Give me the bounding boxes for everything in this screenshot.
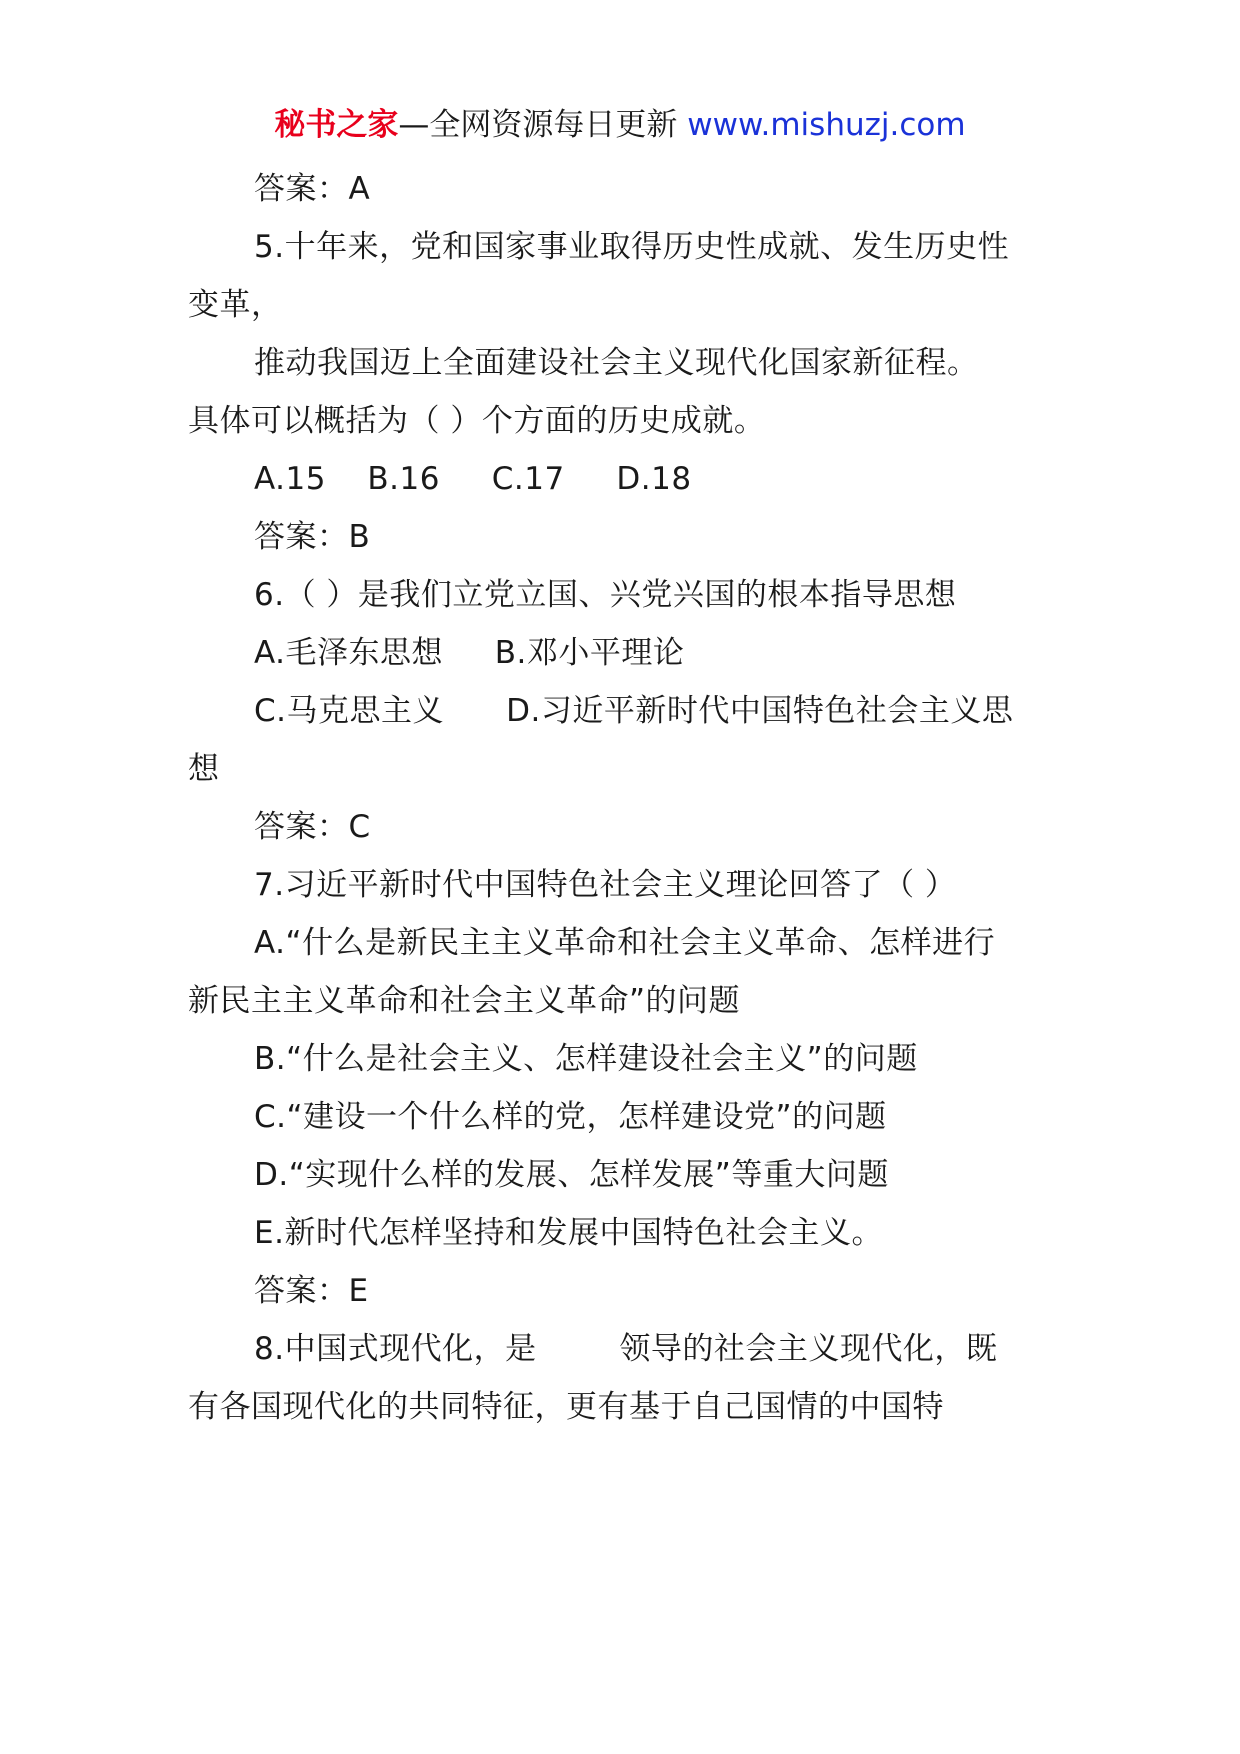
question-5-line-4: 具体可以概括为（ ）个方面的历史成就。 — [188, 403, 766, 439]
question-6-options-ab: A.毛泽东思想 B.邓小平理论 — [254, 635, 685, 671]
question-8-line-1: 8.中国式现代化，是 领导的社会主义现代化，既 — [254, 1331, 998, 1367]
question-8-line-2: 有各国现代化的共同特征，更有基于自己国情的中国特 — [188, 1389, 944, 1425]
site-header — [0, 100, 1240, 150]
question-7-option-c: C.“建设一个什么样的党，怎样建设党”的问题 — [254, 1099, 887, 1135]
answer-line: 答案：B — [254, 519, 371, 555]
question-7-option-b: B.“什么是社会主义、怎样建设社会主义”的问题 — [254, 1041, 918, 1077]
question-6-options-cd-cont: 想 — [188, 751, 220, 787]
answer-line: 答案：C — [254, 809, 371, 845]
question-5-line-3: 推动我国迈上全面建设社会主义现代化国家新征程。 — [254, 345, 979, 381]
question-5-line-1: 5.十年来，党和国家事业取得历史性成就、发生历史性 — [254, 229, 1010, 265]
question-7-option-d: D.“实现什么样的发展、怎样发展”等重大问题 — [254, 1157, 889, 1193]
site-slogan: —全网资源每日更新 — [398, 107, 688, 143]
question-5-options: A.15 B.16 C.17 D.18 — [254, 461, 692, 497]
site-brand: 秘书之家 — [274, 107, 399, 143]
question-5-line-2: 变革， — [188, 287, 283, 323]
answer-line: 答案：A — [254, 171, 371, 207]
question-7-option-a: A.“什么是新民主主义革命和社会主义革命、怎样进行 — [254, 925, 996, 961]
question-7-line-1: 7.习近平新时代中国特色社会主义理论回答了（ ） — [254, 867, 957, 903]
question-7-option-a-cont: 新民主主义革命和社会主义革命”的问题 — [188, 983, 741, 1019]
site-url-link[interactable]: www.mishuzj.com — [687, 107, 966, 143]
question-6-options-cd: C.马克思主义 D.习近平新时代中国特色社会主义思 — [254, 693, 1014, 729]
question-7-option-e: E.新时代怎样坚持和发展中国特色社会主义。 — [254, 1215, 883, 1251]
question-6-line-1: 6.（ ）是我们立党立国、兴党兴国的根本指导思想 — [254, 577, 957, 613]
answer-line: 答案：E — [254, 1273, 369, 1309]
